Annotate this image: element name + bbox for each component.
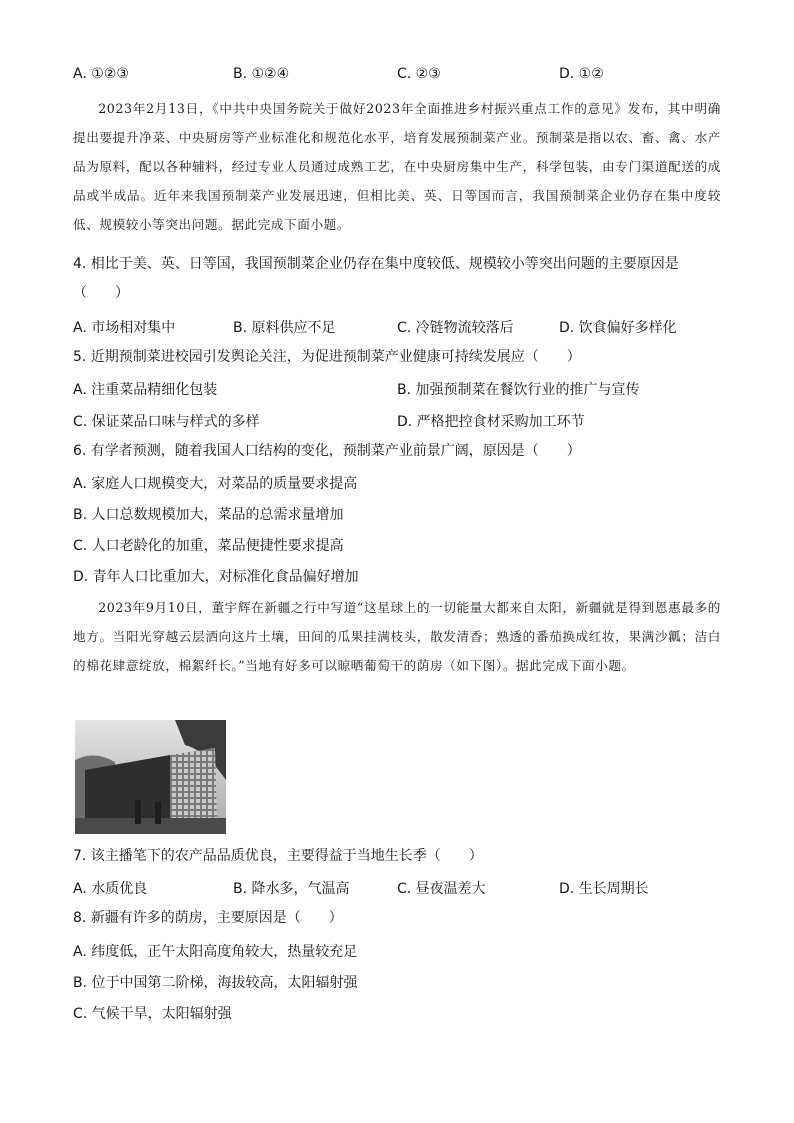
q4-option-b: B. 原料供应不足 xyxy=(233,320,336,336)
q6-option-a: A. 家庭人口规模变大，对菜品的质量要求提高 xyxy=(73,476,358,492)
q8-option-c: C. 气候干旱，太阳辐射强 xyxy=(73,1006,232,1022)
q8-stem: 8. 新疆有许多的荫房，主要原因是（ ） xyxy=(73,910,343,926)
q4-option-d: D. 饮食偏好多样化 xyxy=(559,320,677,336)
passage-prepared-food: 2023年2月13日，《中共中央国务院关于做好2023年全面推进乡村振兴重点工作的意见》发布，其中明确提出要提升净菜、中央厨房等产业标准化和规范化水平，培育发展预制菜产业。预制菜是指以农、畜、禽、水产品为原料，配以各种辅料，经过专业人员通过成熟工艺，在中央厨房集中生产，科学包装，由专门渠道配送的成品或半成品。近年来我国预制菜产业发展迅速，但相比美、英、日等国而言，我国预制菜企业仍存在集中度较低、规模较小等突出问题。据此完成下面小题。 xyxy=(73,101,721,232)
q5-option-b: B. 加强预制菜在餐饮行业的推广与宣传 xyxy=(397,382,640,398)
q8-option-a: A. 纬度低，正午太阳高度角较大，热量较充足 xyxy=(73,944,358,960)
q7-option-d: D. 生长周期长 xyxy=(559,881,649,897)
q4-stem: 4. 相比于美、英、日等国，我国预制菜企业仍存在集中度较低、规模较小等突出问题的主要原因是（ ） xyxy=(73,256,679,301)
q8-option-b: B. 位于中国第二阶梯，海拔较高，太阳辐射强 xyxy=(73,975,358,991)
q6-option-d: D. 青年人口比重加大，对标准化食品偏好增加 xyxy=(73,569,359,585)
q5-option-d: D. 严格把控食材采购加工环节 xyxy=(397,414,585,430)
q7-option-a: A. 水质优良 xyxy=(73,881,148,897)
q7-option-c: C. 昼夜温差大 xyxy=(397,881,486,897)
q3-options xyxy=(73,66,723,88)
q4-option-a: A. 市场相对集中 xyxy=(73,320,176,336)
q7-options xyxy=(73,878,723,900)
q3-option-a: A. ①②③ xyxy=(73,66,129,82)
q5-option-c: C. 保证菜品口味与样式的多样 xyxy=(73,414,260,430)
q3-option-c: C. ②③ xyxy=(397,66,441,82)
q3-option-d: D. ①② xyxy=(559,66,604,82)
drying-house-photo xyxy=(75,720,226,834)
passage-xinjiang: 2023年9月10日，董宇辉在新疆之行中写道“这星球上的一切能量大都来自太阳，新疆就是得到恩惠最多的地方。当阳光穿越云层洒向这片土壤，田间的瓜果挂满枝头，散发清香；熟透的番茄换成红妆，果满沙瓤；洁白的棉花肆意绽放，棉絮纤长。”当地有好多可以晾晒葡萄干的荫房（如下图）。据此完成下面小题。 xyxy=(73,600,721,673)
q4-option-c: C. 冷链物流较落后 xyxy=(397,320,514,336)
q6-option-c: C. 人口老龄化的加重，菜品便捷性要求提高 xyxy=(73,538,344,554)
q7-stem: 7. 该主播笔下的农产品品质优良，主要得益于当地生长季（ ） xyxy=(73,848,483,864)
q3-option-b: B. ①②④ xyxy=(233,66,290,82)
q4-options xyxy=(73,317,723,339)
q5-option-a: A. 注重菜品精细化包装 xyxy=(73,382,218,398)
q6-stem: 6. 有学者预测，随着我国人口结构的变化，预制菜产业前景广阔，原因是（ ） xyxy=(73,443,581,459)
q5-stem: 5. 近期预制菜进校园引发舆论关注，为促进预制菜产业健康可持续发展应（ ） xyxy=(73,349,581,365)
q7-option-b: B. 降水多，气温高 xyxy=(233,881,350,897)
q6-option-b: B. 人口总数规模加大，菜品的总需求量增加 xyxy=(73,507,344,523)
